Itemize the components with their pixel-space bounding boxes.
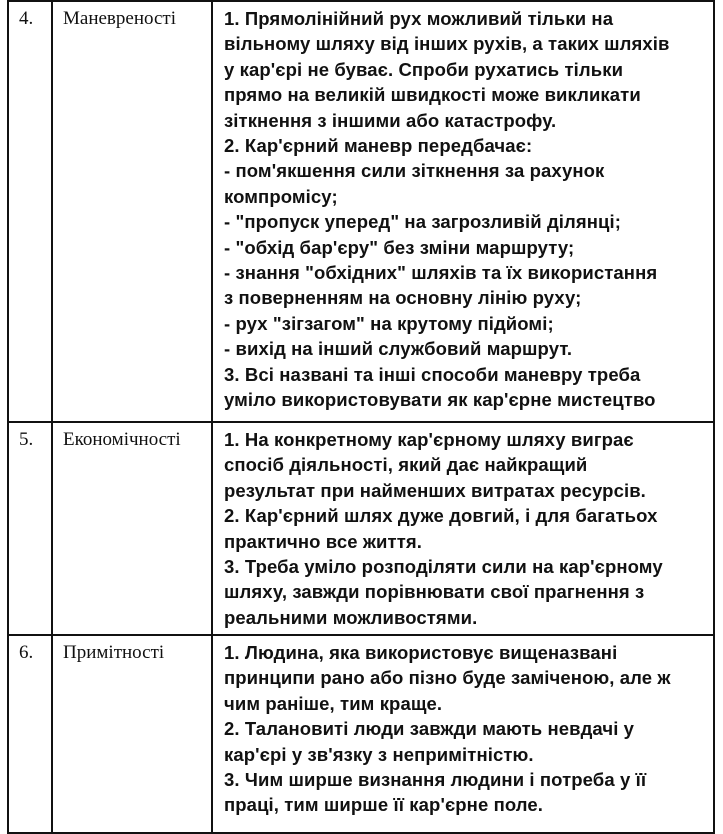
description-line: праці, тим ширше її кар'єрне поле. (224, 794, 544, 816)
description-line: спосіб діяльності, який дає найкращий (224, 454, 588, 476)
description-line: 3. Чим ширше визнання людини і потреба у її (224, 769, 647, 791)
description-line: прямо на великій швидкості може викликати (224, 84, 641, 106)
description-line: 2. Кар'єрний шлях дуже довгий, і для багатьох (224, 505, 658, 527)
principles-table (7, 0, 715, 834)
principle-name: Економічності (52, 422, 212, 635)
description-line: - рух "зігзагом" на крутому підйомі; (224, 312, 554, 334)
description-line: у кар'єрі не буває. Спроби рухатись тільки (224, 58, 624, 80)
row-number: 4. (8, 1, 52, 422)
description-line: результат при найменших витратах ресурсів. (224, 479, 646, 501)
table-row (8, 1, 714, 422)
description-line: практично все життя. (224, 530, 422, 552)
principle-description (212, 422, 714, 635)
principle-description (212, 635, 714, 833)
description-line: - знання "обхідних" шляхів та їх використання (224, 262, 658, 284)
principle-name: Примітності (52, 635, 212, 833)
description-line: 3. Треба уміло розподіляти сили на кар'єрному (224, 556, 663, 578)
description-line: чим раніше, тим краще. (224, 692, 443, 714)
row-number: 6. (8, 635, 52, 833)
description-line: принципи рано або пізно буде заміченою, але ж (224, 667, 671, 689)
row-number: 5. (8, 422, 52, 635)
description-line: шляху, завжди порівнювати свої прагнення з (224, 581, 645, 603)
description-line: реальними можливостями. (224, 606, 478, 628)
description-line: 1. На конкретному кар'єрному шляху виграє (224, 429, 634, 450)
description-line: уміло використовувати як кар'єрне мистецтво (224, 389, 656, 411)
principle-description (212, 1, 714, 422)
description-line: - пом'якшення сили зіткнення за рахунок (224, 160, 605, 182)
description-line: 2. Талановиті люди завжди мають невдачі у (224, 718, 635, 740)
description-line: - вихід на інший службовий маршрут. (224, 338, 573, 360)
description-line: 1. Людина, яка використовує вищеназвані (224, 642, 618, 663)
description-line: 2. Кар'єрний маневр передбачає: (224, 135, 533, 157)
description-line: зіткнення з іншими або катастрофу. (224, 109, 557, 131)
description-line: 1. Прямолінійний рух можливий тільки на (224, 8, 614, 29)
description-line: - "обхід бар'єру" без зміни маршруту; (224, 236, 575, 258)
table-row (8, 422, 714, 635)
description-line: компромісу; (224, 185, 338, 207)
table-row (8, 635, 714, 833)
description-line: 3. Всі названі та інші способи маневру треба (224, 363, 641, 385)
description-line: - "пропуск уперед" на загрозливій ділянці; (224, 211, 622, 233)
description-line: вільному шляху від інших рухів, а таких шляхів (224, 33, 670, 55)
description-line: кар'єрі у зв'язку з непримітністю. (224, 743, 534, 765)
description-line: з поверненням на основну лінію руху; (224, 287, 582, 309)
principle-name: Маневреності (52, 1, 212, 422)
